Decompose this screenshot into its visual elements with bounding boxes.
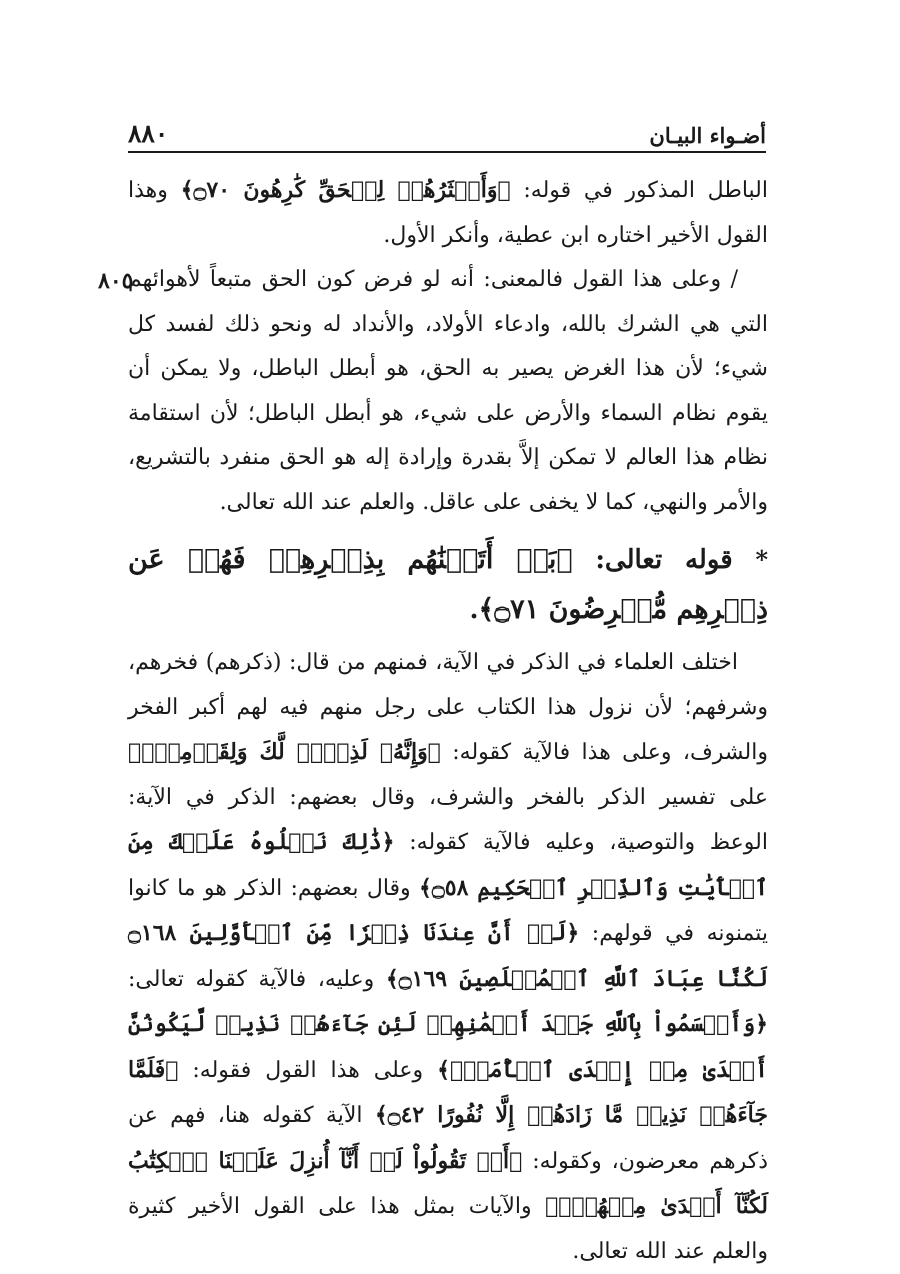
paragraph-text: وعلى هذا القول فقوله:	[178, 1057, 438, 1083]
paragraph-text: وعليه، فالآية كقوله تعالى:	[128, 966, 386, 992]
book-title: أضـواء البيـان	[649, 123, 766, 148]
paragraph-text: الباطل المذكور في قوله:	[510, 178, 768, 203]
quran-verse: ﴿وَأَقۡسَمُواْ بِٱللَّهِ جَهۡدَ أَيۡمَٰنِهِمۡ لَئِن جَآءَهُمۡ نَذِيرٞ لَّيَكُونُنَّ أَهۡدَىٰ مِنۡ إِحۡدَى ٱلۡأُمَمِۖ﴾	[128, 1011, 768, 1083]
paragraph-2	[128, 258, 768, 525]
paragraph-1	[128, 168, 768, 258]
heading-end: .	[469, 595, 479, 625]
header-divider	[128, 151, 766, 153]
star-marker: *	[755, 545, 768, 574]
quran-verse: ﴿بَلۡ أَتَيۡنَٰهُم بِذِكۡرِهِمۡ فَهُمۡ عَن ذِكۡرِهِم مُّعۡرِضُونَ ۝٧١﴾	[128, 544, 768, 625]
paragraph-text: الآية كقوله هنا، فهم عن ذكرهم معرضون، وكقوله:	[128, 1103, 768, 1174]
page-body	[128, 168, 768, 1274]
paragraph-text: وقال بعضهم: الذكر هو ما كانوا يتمنونه في قولهم:	[128, 875, 768, 946]
quran-verse: ﴿أَوۡ تَقُولُواْ لَوۡ أَنَّآ أُنزِلَ عَلَيۡنَا ٱلۡكِتَٰبُ لَكُنَّآ أَهۡدَىٰ مِنۡهُمۡۚ﴾	[128, 1147, 769, 1219]
section-heading	[128, 535, 768, 635]
paragraph-text: والآيات بمثل هذا على القول الأخير كثيرة والعلم عند الله تعالى.	[128, 1194, 768, 1264]
quran-verse: ﴿وَإِنَّهُۥ لَذِكۡرٞ لَّكَ وَلِقَوۡمِكَۖ﴾	[128, 739, 441, 765]
heading-label: قوله تعالى:	[572, 545, 756, 575]
paragraph-3	[128, 641, 768, 1274]
margin-page-marker: ٨٠٥	[98, 268, 134, 294]
paragraph-text: / وعلى هذا القول فالمعنى: أنه لو فرض كون الحق متبعاً لأهوائهم التي هي الشرك بالله، وادعاء الأولاد، والأنداد له ونحو ذلك لفسد كل شيء؛ لأن هذا الغرض يصير به الحق، هو أبطل الباطل، ولا يمكن أن يقوم نظام السماء والأرض على شيء، هو أبطل الباطل؛ لأن استقامة نظام هذا العالم لا تمكن إلاَّ بقدرة وإرادة إله هو الحق منفرد بالتشريع، والأمر والنهي، كما لا يخفى على عاقل. والعلم عند الله تعالى.	[128, 267, 768, 515]
quran-verse: ﴿فَلَمَّا جَآءَهُمۡ نَذِيرٞ مَّا زَادَهُمۡ إِلَّا نُفُورًا ۝٤٢﴾	[128, 1056, 768, 1128]
paragraph-text: وهذا القول الأخير اختاره ابن عطية، وأنكر الأول.	[128, 178, 768, 248]
quran-verse: ﴿ذَٰلِكَ نَتۡلُوهُ عَلَيۡكَ مِنَ ٱلۡأٓيَٰتِ وَٱلذِّكۡرِ ٱلۡحَكِيمِ ۝٥٨﴾	[128, 829, 768, 901]
quran-verse: ﴿لَوۡ أَنَّ عِندَنَا ذِكۡرٗا مِّنَ ٱلۡأَوَّلِينَ ۝١٦٨ لَكُنَّا عِبَادَ ٱللَّهِ ٱلۡمُخۡلَصِينَ ۝١٦٩﴾	[128, 920, 768, 992]
page-number: ٨٨٠	[128, 119, 169, 148]
paragraph-text: اختلف العلماء في الذكر في الآية، فمنهم من قال: (ذكرهم) فخرهم، وشرفهم؛ لأن نزول هذا الكتاب على رجل منهم فيه لهم أكبر الفخر والشرف، وعلى هذا فالآية كقوله:	[128, 650, 768, 765]
quran-verse: ﴿وَأَكۡثَرُهُمۡ لِلۡحَقِّ كَٰرِهُونَ ۝٧٠﴾	[180, 177, 511, 203]
page-header	[128, 108, 766, 148]
paragraph-text: على تفسير الذكر بالفخر والشرف، وقال بعضهم: الذكر في الآية: الوعظ والتوصية، وعليه فالآية كقوله:	[128, 784, 768, 855]
